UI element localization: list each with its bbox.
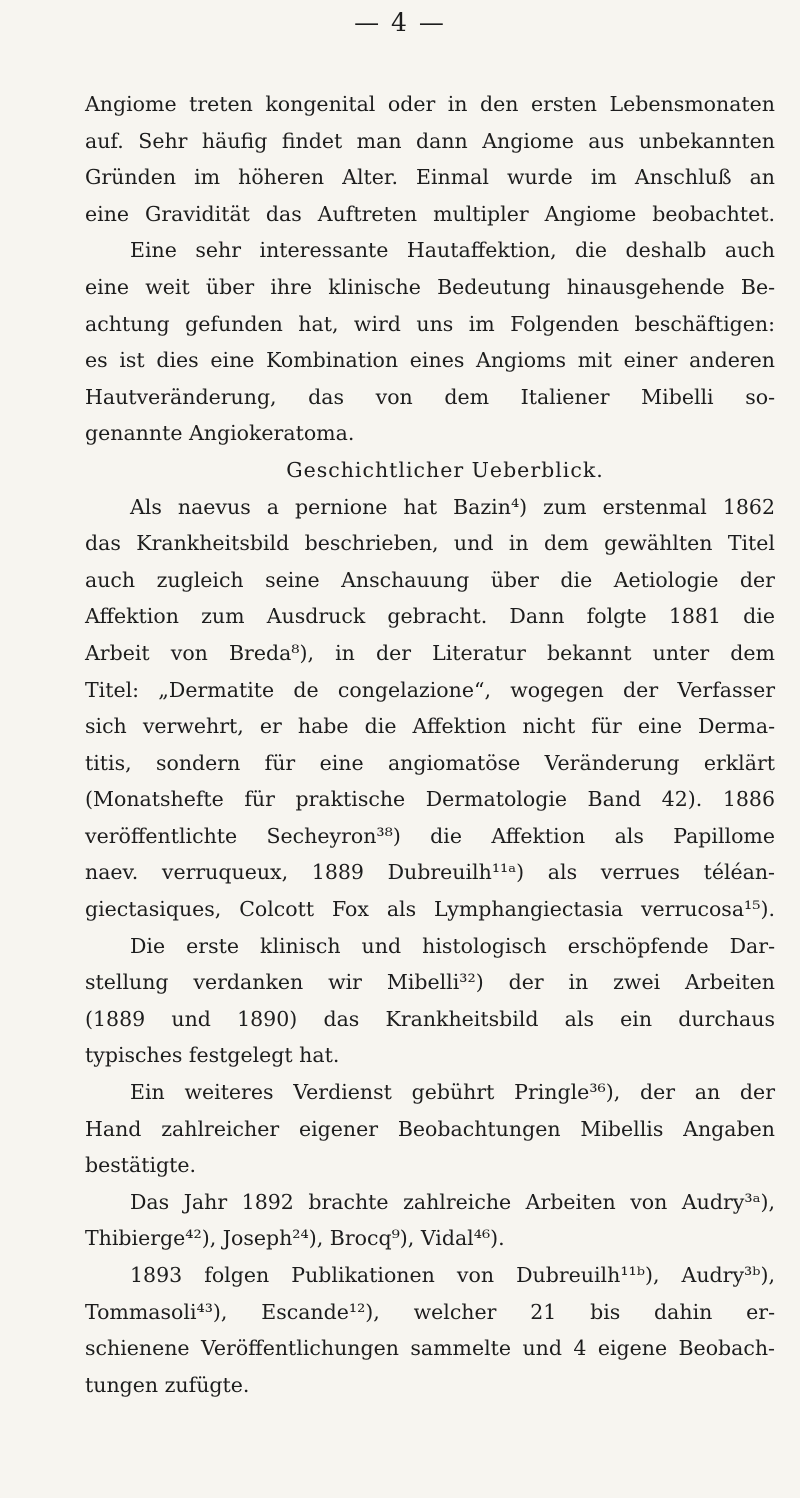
body-text	[85, 86, 775, 1403]
text-line: Arbeit von Breda⁸), in der Literatur bekannt unter dem	[85, 640, 775, 665]
text-line: genannte Angiokeratoma.	[85, 421, 355, 446]
text-line: schienene Veröffentlichungen sammelte und 4 eigene Beobach-	[85, 1336, 775, 1361]
section-heading: Geschichtlicher Ueberblick.	[286, 457, 604, 482]
text-line: Angiome treten kongenital oder in den ersten Lebensmonaten	[85, 92, 775, 116]
text-line: Hautveränderung, das von dem Italiener Mibelli so-	[85, 384, 775, 409]
text-line: es ist dies eine Kombination eines Angioms mit einer anderen	[85, 348, 775, 373]
text-line: Die erste klinisch und histologisch erschöpfende Dar-	[130, 933, 775, 958]
text-line: Hand zahlreicher eigener Beobachtungen Mibellis Angaben	[85, 1116, 775, 1141]
text-line: Eine sehr interessante Hautaffektion, die deshalb auch	[130, 238, 775, 263]
text-line: Ein weiteres Verdienst gebührt Pringle³⁶), der an der	[130, 1080, 775, 1105]
text-line: eine weit über ihre klinische Bedeutung hinausgehende Be-	[85, 274, 775, 299]
text-line: naev. verruqueux, 1889 Dubreuilh¹¹ᵃ) als verrues téléan-	[85, 860, 775, 885]
text-line: stellung verdanken wir Mibelli³²) der in zwei Arbeiten	[85, 970, 775, 995]
text-line: bestätigte.	[85, 1153, 197, 1178]
text-line: Gründen im höheren Alter. Einmal wurde im Anschluß an	[85, 165, 775, 190]
text-line: Das Jahr 1892 brachte zahlreiche Arbeiten von Audry³ᵃ),	[130, 1189, 775, 1214]
text-line: tungen zufügte.	[85, 1372, 250, 1397]
text-line: titis, sondern für eine angiomatöse Veränderung erklärt	[85, 750, 775, 775]
text-line: (Monatshefte für praktische Dermatologie Band 42). 1886	[85, 787, 775, 812]
text-line: Thibierge⁴²), Joseph²⁴), Brocq⁹), Vidal⁴⁶).	[85, 1226, 505, 1251]
text-line: Titel: „Dermatite de congelazione“, wogegen der Verfasser	[85, 677, 775, 702]
text-line: auch zugleich seine Anschauung über die Aetiologie der	[85, 567, 775, 592]
text-line: Affektion zum Ausdruck gebracht. Dann folgte 1881 die	[85, 604, 775, 629]
text-line: veröffentlichte Secheyron³⁸) die Affektion als Papillome	[85, 823, 775, 848]
text-line: Als naevus a pernione hat Bazin⁴) zum erstenmal 1862	[130, 494, 775, 519]
text-line: sich verwehrt, er habe die Affektion nicht für eine Derma-	[85, 714, 775, 739]
text-line: Tommasoli⁴³), Escande¹²), welcher 21 bis dahin er-	[85, 1299, 775, 1324]
text-line: achtung gefunden hat, wird uns im Folgenden beschäftigen:	[85, 311, 775, 336]
text-line: das Krankheitsbild beschrieben, und in dem gewählten Titel	[85, 531, 775, 556]
text-line: (1889 und 1890) das Krankheitsbild als ein durchaus	[85, 1006, 775, 1031]
text-line: giectasiques, Colcott Fox als Lymphangiectasia verrucosa¹⁵).	[85, 897, 775, 922]
text-line: typisches festgelegt hat.	[85, 1043, 340, 1068]
page-number: — 4 —	[354, 8, 446, 37]
text-line: 1893 folgen Publikationen von Dubreuilh¹¹ᵇ), Audry³ᵇ),	[130, 1263, 775, 1287]
text-line: eine Gravidität das Auftreten multipler Angiome beobachtet.	[85, 201, 775, 226]
text-line: auf. Sehr häufig findet man dann Angiome aus unbekannten	[85, 128, 775, 153]
